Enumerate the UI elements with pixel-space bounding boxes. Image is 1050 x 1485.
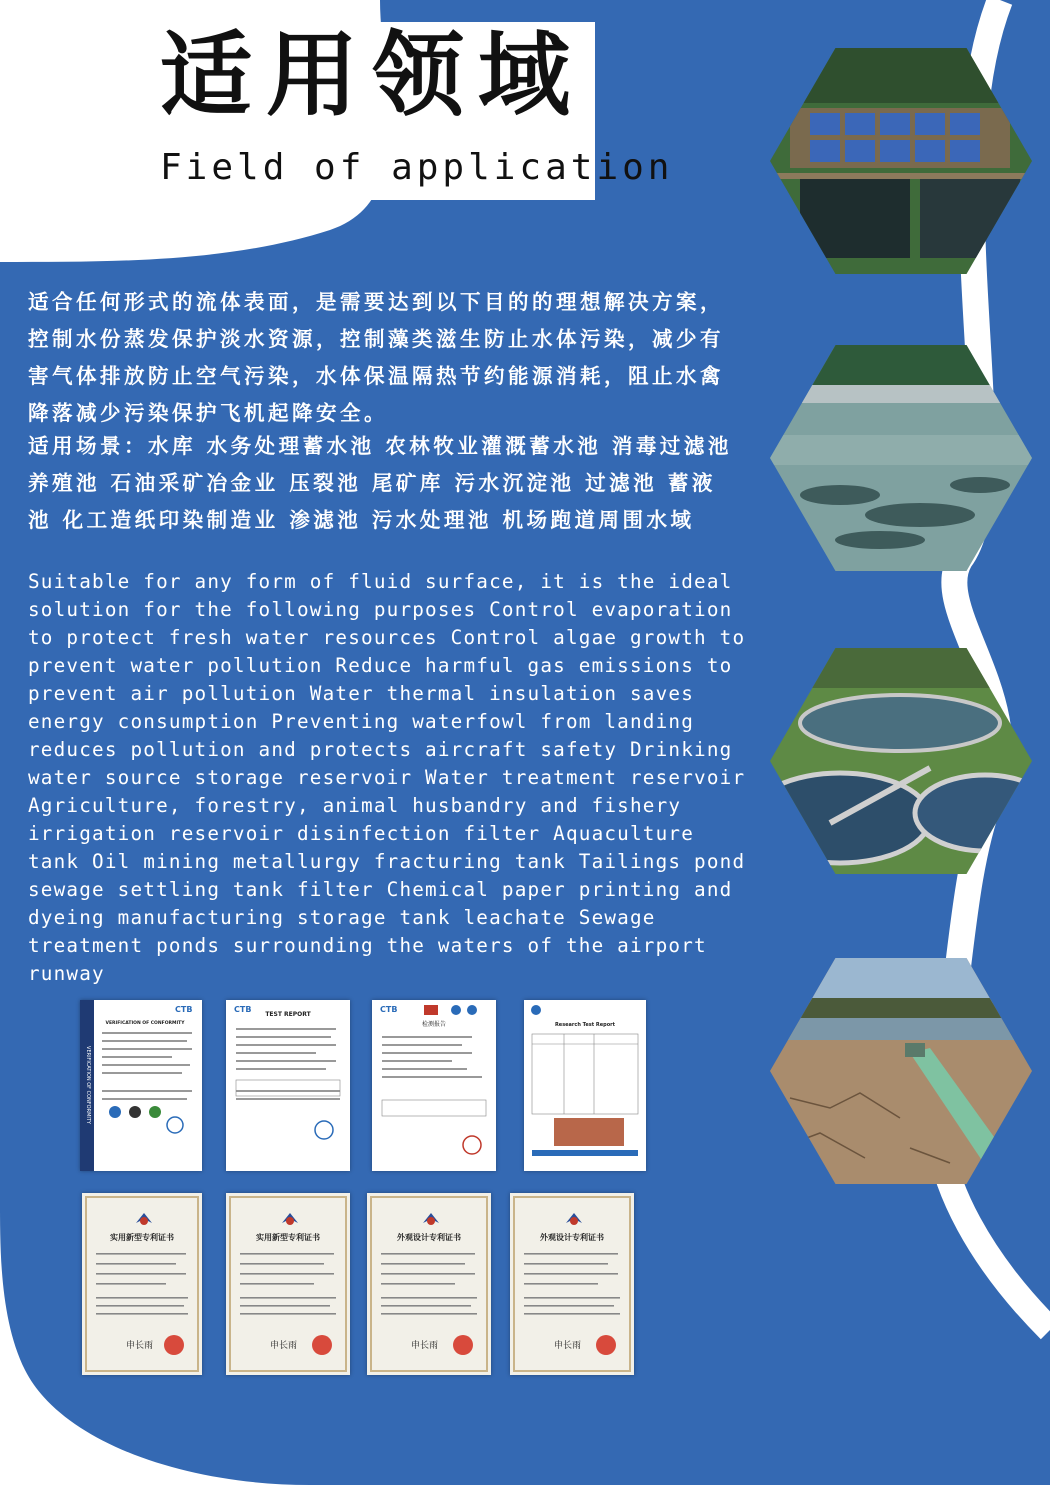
cert-title: Research Test Report — [554, 1022, 616, 1028]
certificate-research-test-report — [524, 1000, 646, 1171]
cert-title: 实用新型专利证书 — [256, 1233, 320, 1242]
cert-title: 实用新型专利证书 — [110, 1233, 174, 1242]
certificate-inspection-report — [372, 1000, 496, 1171]
svg-text:申长雨: 申长雨 — [270, 1341, 298, 1351]
cert-title: 检测报告 — [421, 1021, 447, 1028]
cert-header: CTB — [234, 1005, 252, 1014]
cert-title: 外观设计专利证书 — [397, 1233, 461, 1242]
cert-title: VERIFICATION OF CONFORMITY — [105, 1021, 185, 1026]
cert-header: CTB — [175, 1005, 193, 1014]
svg-text:申长雨: 申长雨 — [554, 1341, 582, 1351]
svg-text:申长雨: 申长雨 — [126, 1341, 154, 1351]
description-english: Suitable for any form of fluid surface, it is the ideal solution for the following purposes Control evaporation to protect fresh water resources Control algae growth to prevent water pollution Reduce harmful gas emissions to prevent air pollution Water thermal insulation saves energy consumption Preventing waterfowl from landing reduces pollution and protects aircraft safety Drinking water source storage reservoir Water treatment reservoir Agriculture, forestry, animal husbandry and fishery irrigation reservoir disinfection filter Aquaculture tank Oil mining metallurgy fracturing tank Tailings pond sewage settling tank filter Chemical paper printing and dyeing manufacturing storage tank leachate Sewage treatment ponds surrounding the waters of the airport runway — [28, 570, 746, 985]
cert-title: 外观设计专利证书 — [540, 1233, 604, 1242]
svg-text:申长雨: 申长雨 — [411, 1341, 439, 1351]
certificate-verification-conformity — [80, 1000, 202, 1171]
cert-side-text: VERIFICATION OF CONFORMITY — [85, 1046, 91, 1124]
design-patent-certificate-2 — [510, 1193, 634, 1375]
cert-title: TEST REPORT — [265, 1011, 311, 1018]
cert-header: CTB — [380, 1005, 398, 1014]
patent-certificate-1 — [82, 1193, 202, 1375]
page-title: 适用领域 — [160, 22, 585, 129]
description-chinese: 适合任何形式的流体表面，是需要达到以下目的的理想解决方案，控制水份蒸发保护淡水资源，控制藻类滋生防止水体污染，减少有害气体排放防止空气污染，水体保温隔热节约能源消耗，阻止水禽降落减少污染保护飞机起降安全。 — [28, 290, 724, 425]
design-patent-certificate-1 — [367, 1193, 491, 1375]
application-scenes-chinese: 适用场景：水库 水务处理蓄水池 农林牧业灌溉蓄水池 消毒过滤池 养殖池 石油采矿冶金业 压裂池 尾矿库 污水沉淀池 过滤池 蓄液池 化工造纸印染制造业 渗滤池 污水处理池 机场跑道周围水域 — [28, 434, 732, 532]
certificate-test-report — [226, 1000, 350, 1171]
patent-certificate-2 — [226, 1193, 350, 1375]
page-subtitle: Field of application — [160, 147, 674, 188]
